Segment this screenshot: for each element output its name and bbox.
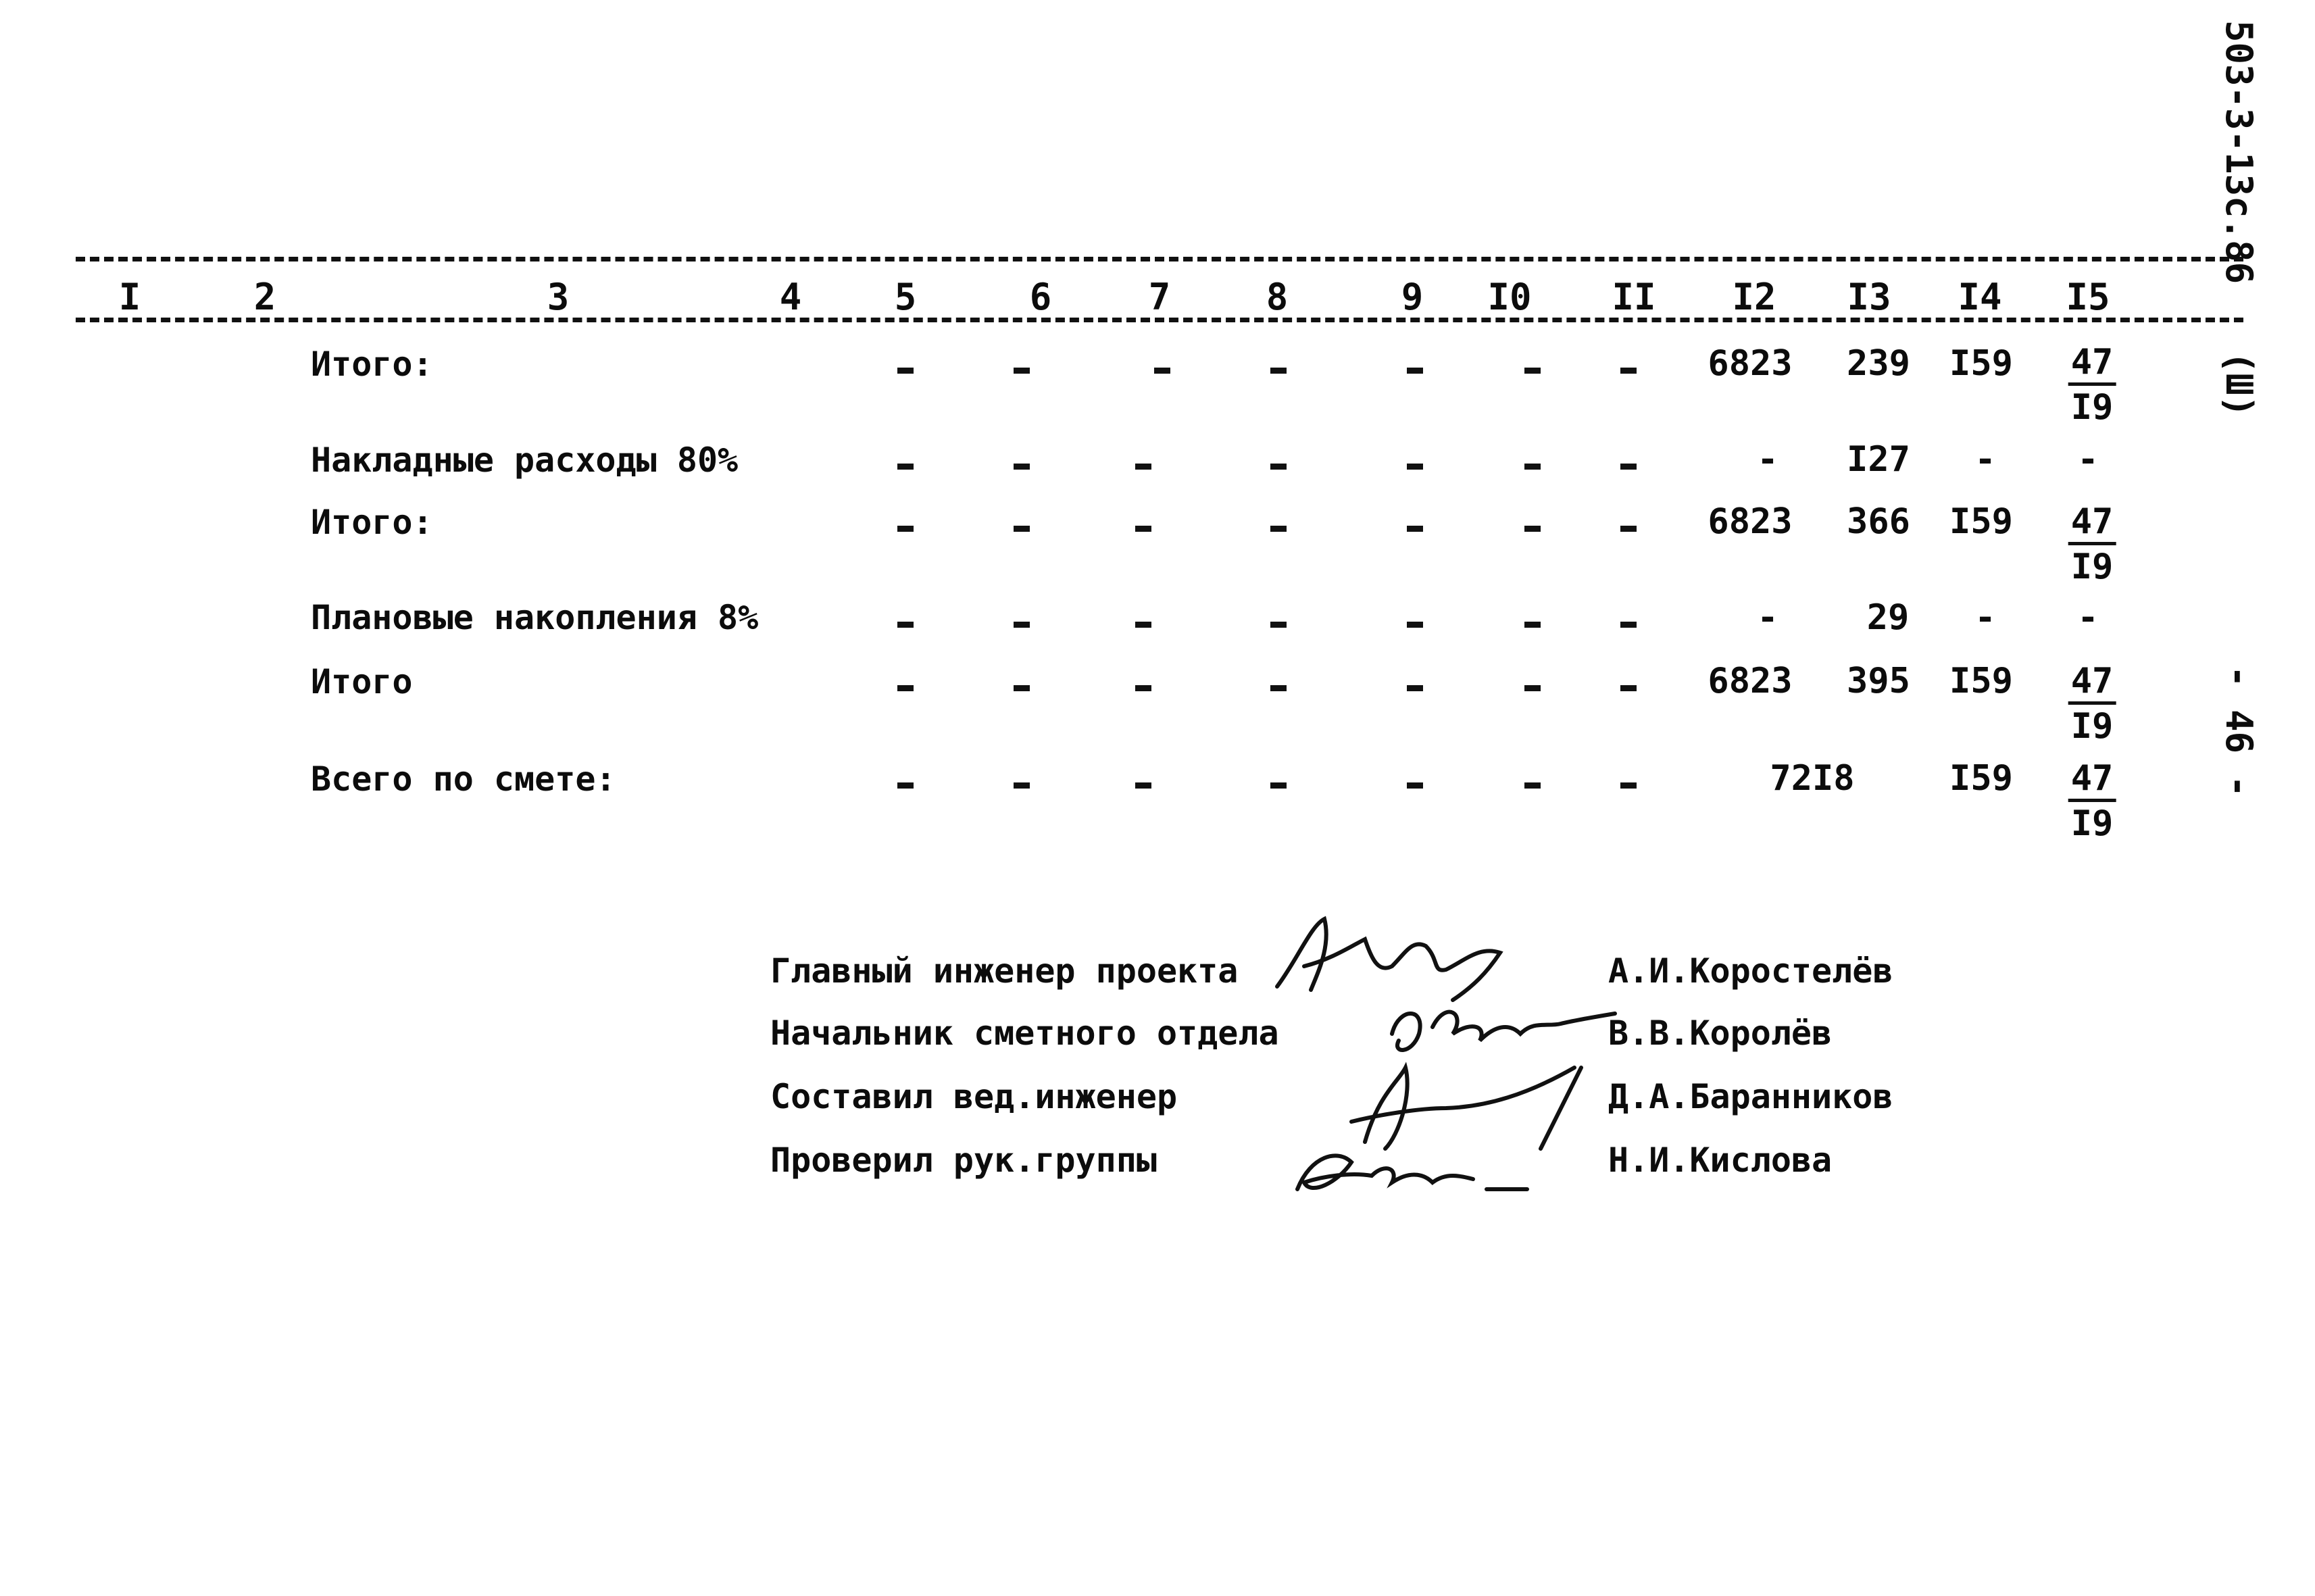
column-header-6: 6 xyxy=(1029,276,1052,318)
cell-col13: 239 xyxy=(1847,343,1910,384)
cell-col12: 6823 xyxy=(1708,501,1793,542)
signature-role: Начальник сметного отдела xyxy=(770,1014,1279,1053)
fraction-numerator: 47 xyxy=(2068,345,2116,386)
row-label: Плановые накопления 8% xyxy=(311,598,759,637)
page-number: - 46 - xyxy=(2218,666,2260,798)
row-label: Итого: xyxy=(311,345,433,384)
signature-name: А.И.Коростелёв xyxy=(1608,951,1893,991)
column-header-2: 2 xyxy=(253,276,276,318)
handwritten-signature-4 xyxy=(1284,1135,1541,1210)
row-label: Всего по смете: xyxy=(311,759,616,799)
signature-name: В.В.Королёв xyxy=(1608,1014,1833,1053)
fraction-denominator: I9 xyxy=(2070,547,2114,587)
cell-col12: - xyxy=(1757,439,1778,480)
cell-col15: - xyxy=(2077,597,2099,638)
cell-col14: I59 xyxy=(1949,758,2013,799)
header-top-rule xyxy=(76,257,2243,261)
fraction-numerator: 47 xyxy=(2068,664,2116,705)
header-bottom-rule xyxy=(76,318,2243,322)
column-header-4: 4 xyxy=(779,276,802,318)
cell-col14: - xyxy=(1974,597,1996,638)
cell-col14: - xyxy=(1974,439,1996,480)
fraction-denominator: I9 xyxy=(2070,706,2114,747)
signature-role: Проверил рук.группы xyxy=(770,1141,1157,1180)
signature-role: Составил вед.инженер xyxy=(770,1077,1178,1116)
row-label: Накладные расходы 80% xyxy=(311,441,739,480)
signature-name: Н.И.Кислова xyxy=(1608,1141,1833,1180)
column-header-14: I4 xyxy=(1958,276,2002,318)
cell-col15-fraction xyxy=(2068,501,2116,587)
cell-col15-fraction xyxy=(2068,758,2116,844)
column-header-3: 3 xyxy=(547,276,570,318)
cell-col12: - xyxy=(1757,597,1778,638)
column-header-1: I xyxy=(118,276,141,318)
cell-col14: I59 xyxy=(1949,501,2013,542)
row-label: Итого xyxy=(311,662,413,701)
signature-name: Д.А.Баранников xyxy=(1608,1077,1893,1116)
cell-col15-fraction xyxy=(2068,342,2116,428)
column-header-7: 7 xyxy=(1148,276,1171,318)
column-header-11: II xyxy=(1612,276,1656,318)
cell-col13: 395 xyxy=(1847,661,1910,701)
cell-col15: - xyxy=(2077,439,2099,480)
column-header-13: I3 xyxy=(1847,276,1891,318)
cell-col14: I59 xyxy=(1949,343,2013,384)
row-label: Итого: xyxy=(311,503,433,542)
column-header-5: 5 xyxy=(894,276,917,318)
cell-col13: 366 xyxy=(1847,501,1910,542)
fraction-numerator: 47 xyxy=(2068,504,2116,545)
cell-col12-13-total: 72I8 xyxy=(1770,758,1855,799)
cell-col13: I27 xyxy=(1847,439,1910,480)
cell-col13: 29 xyxy=(1866,597,1910,638)
handwritten-signature-2 xyxy=(1378,987,1622,1061)
cell-col12: 6823 xyxy=(1708,343,1793,384)
signature-role: Главный инженер проекта xyxy=(770,951,1239,991)
section-marker: (Ш) xyxy=(2218,351,2260,418)
fraction-numerator: 47 xyxy=(2068,761,2116,802)
fraction-denominator: I9 xyxy=(2070,387,2114,428)
document-code: 503-3-13с.86 xyxy=(2218,20,2260,284)
cell-col12: 6823 xyxy=(1708,661,1793,701)
cell-col15-fraction xyxy=(2068,661,2116,747)
column-header-9: 9 xyxy=(1401,276,1424,318)
column-header-8: 8 xyxy=(1266,276,1289,318)
fraction-denominator: I9 xyxy=(2070,803,2114,844)
column-header-12: I2 xyxy=(1732,276,1776,318)
column-header-10: I0 xyxy=(1487,276,1532,318)
cell-col14: I59 xyxy=(1949,661,2013,701)
column-header-15: I5 xyxy=(2066,276,2110,318)
